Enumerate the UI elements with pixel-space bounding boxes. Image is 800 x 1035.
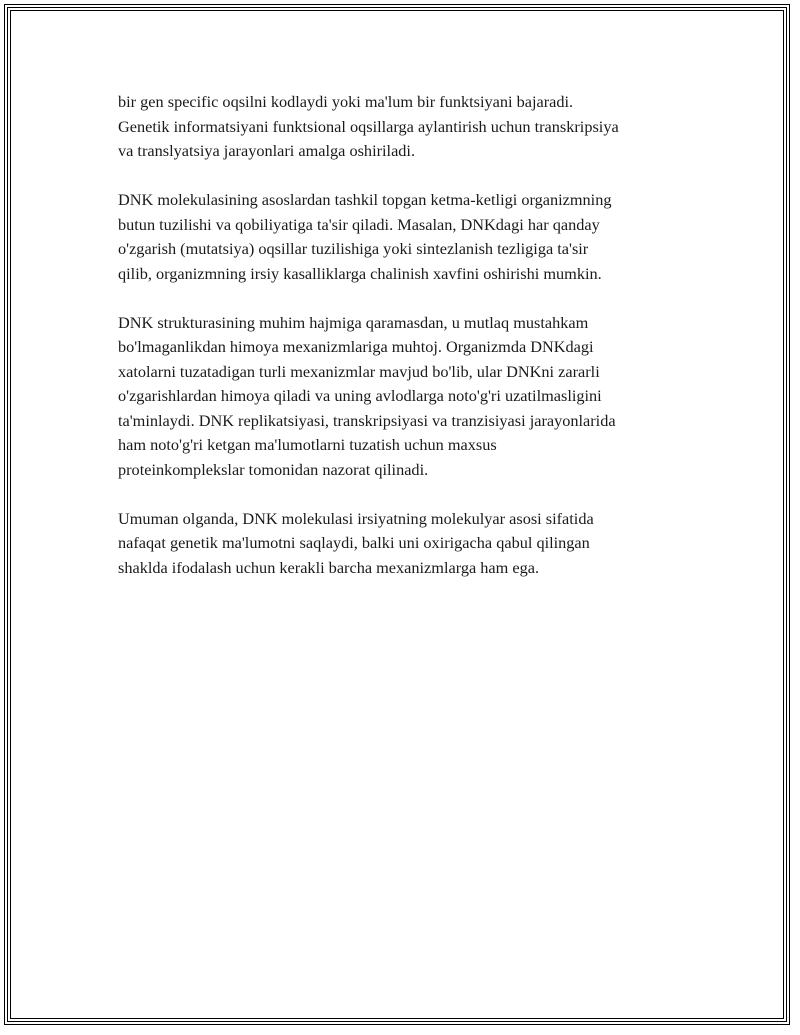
paragraph-line: va translyatsiya jarayonlari amalga oshiriladi. — [118, 141, 416, 160]
paragraph-line: o'zgarish (mutatsiya) oqsillar tuzilishiga yoki sintezlanish tezligiga ta'sir — [118, 239, 589, 258]
paragraph-line: proteinkomplekslar tomonidan nazorat qilinadi. — [118, 459, 429, 479]
paragraph-line: bo'lmaganlikdan himoya mexanizmlariga muhtoj. Organizmda DNKdagi — [118, 337, 594, 356]
paragraph-line: qilib, organizmning irsiy kasalliklarga chalinish xavfini oshirishi mumkin. — [118, 263, 602, 283]
document-body — [118, 90, 698, 605]
paragraph-line: butun tuzilishi va qobiliyatiga ta'sir qiladi. Masalan, DNKdagi har qanday — [118, 214, 600, 234]
paragraph-line: Umuman olganda, DNK molekulasi irsiyatning molekulyar asosi sifatida — [118, 508, 594, 528]
paragraph-line: o'zgarishlardan himoya qiladi va uning avlodlarga noto'g'ri uzatilmasligini — [118, 386, 602, 405]
paragraph-4 — [118, 507, 698, 581]
paragraph-line: ham noto'g'ri ketgan ma'lumotlarni tuzatish uchun maxsus — [118, 435, 497, 454]
paragraph-line: DNK strukturasining muhim hajmiga qaramasdan, u mutlaq mustahkam — [118, 312, 589, 332]
paragraph-line: DNK molekulasining asoslardan tashkil topgan ketma-ketligi organizmning — [118, 190, 612, 209]
paragraph-3 — [118, 311, 698, 483]
paragraph-line: nafaqat genetik ma'lumotni saqlaydi, balki uni oxirigacha qabul qilingan — [118, 533, 590, 552]
paragraph-line: ta'minlaydi. DNK replikatsiyasi, transkripsiyasi va tranzisiyasi jarayonlarida — [118, 410, 616, 430]
paragraph-line: xatolarni tuzatadigan turli mexanizmlar mavjud bo'lib, ular DNKni zararli — [118, 361, 600, 381]
paragraph-line: bir gen specific oqsilni kodlaydi yoki ma'lum bir funktsiyani bajaradi. — [118, 92, 574, 111]
paragraph-line: shaklda ifodalash uchun kerakli barcha mexanizmlarga ham ega. — [118, 557, 540, 577]
paragraph-2 — [118, 188, 698, 286]
paragraph-line: Genetik informatsiyani funktsional oqsillarga aylantirish uchun transkripsiya — [118, 116, 619, 136]
paragraph-1 — [118, 90, 698, 164]
